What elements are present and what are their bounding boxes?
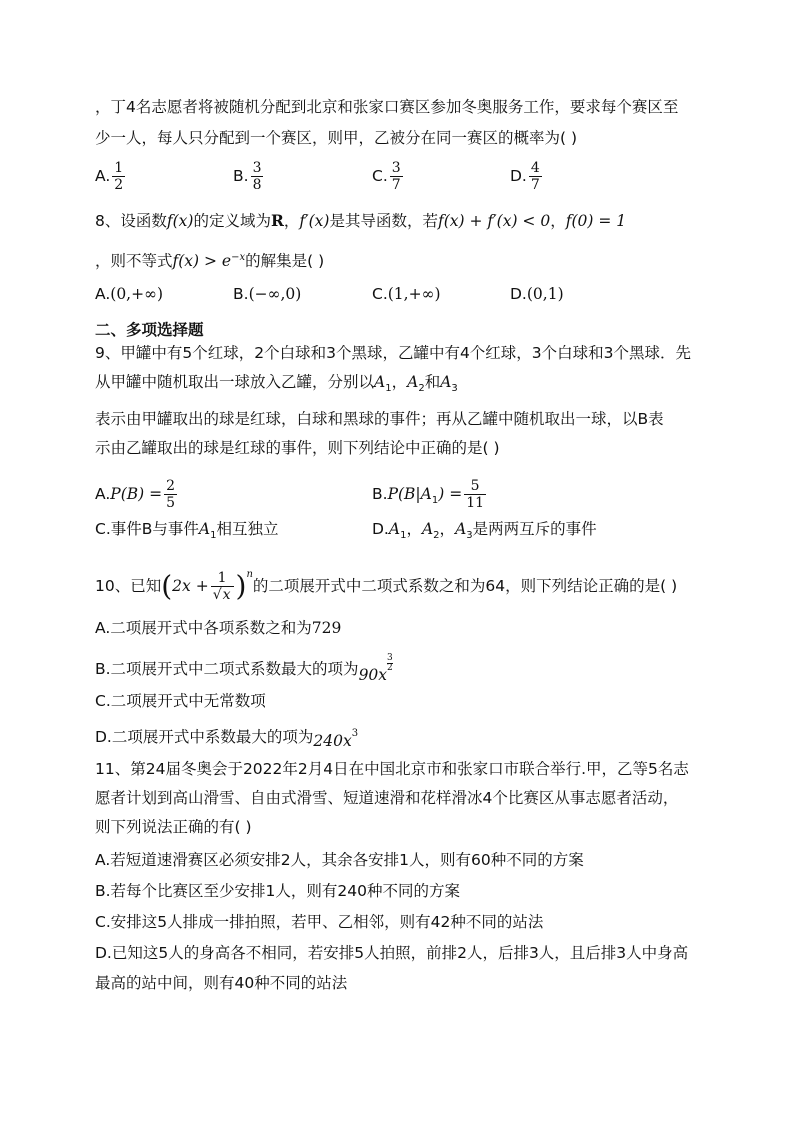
q9-option-c: C.事件B与事件$A_1$相互独立 [95,520,279,542]
q8-line1: 8、设函数f(x)的定义域为R，f′(x)是其导函数，若f(x) + f′(x) < 0，f(0) = 1 [95,211,627,230]
q11-line2: 愿者计划到高山滑雪、自由式滑雪、短道速滑和花样滑冰4个比赛区从事志愿者活动， [95,789,679,807]
q11-line1: 11、第24届冬奥会于2022年2月4日在中国北京市和张家口市联合举行.甲，乙等5名志 [95,760,689,778]
q9-option-a: A.P(B) = $\frac{2}{5}$ [95,478,176,511]
q8-option-b: B.(−∞,0) [233,285,302,303]
q11-option-c: C.安排这5人排成一排拍照，若甲、乙相邻，则有42种不同的站法 [95,913,544,931]
fraction: $\frac{3}{7}$ [391,160,401,193]
fraction: $\frac{5}{11}$ [466,478,485,511]
q9-option-d: $D.A_1$，$A_2$，$A_3$是两两互斥的事件 [372,520,597,542]
q9-line2: 从甲罐中随机取出一球放入乙罐，分别以$A_1$，$A_2$和$A_3$ [95,373,458,395]
q9-line1: 9、甲罐中有5个红球，2个白球和3个黑球，乙罐中有4个红球，3个白球和3个黑球．先 [95,344,692,362]
fraction: $\frac{4}{7}$ [530,160,540,193]
q7-option-d: D. $\frac{4}{7}$ [510,160,540,193]
q8-line2: ，则不等式$f(x) > e^{-x}$的解集是( ) [95,252,325,271]
q7-line1: ，丁4名志愿者将被随机分配到北京和张家口赛区参加冬奥服务工作，要求每个赛区至 [95,98,679,116]
q7-option-c: C. $\frac{3}{7}$ [372,160,401,193]
q9-option-b: $B.P(B|A_1)$ = $\frac{5}{11}$ [372,478,485,511]
q9-line3: 表示由甲罐取出的球是红球，白球和黑球的事件；再从乙罐中随机取出一球，以B表 [95,410,664,428]
q11-option-b: B.若每个比赛区至少安排1人，则有240种不同的方案 [95,882,461,900]
q10-line1: 10、已知(2x + $\frac{1}{√x}$ )$^n$的二项展开式中二项式系数之和为64，则下列结论正确的是( ) [95,569,678,603]
q9-line4: 示由乙罐取出的球是红球的事件，则下列结论中正确的是( ) [95,439,500,457]
fraction: $\frac{1}{2}$ [114,160,124,193]
q11-line3: 则下列说法正确的有( ) [95,818,252,836]
section-heading: 二、多项选择题 [95,321,204,339]
q11-option-d-line2: 最高的站中间，则有40种不同的站法 [95,974,348,992]
q11-option-a: A.若短道速滑赛区必须安排2人，其余各安排1人，则有60种不同的方案 [95,851,584,869]
q7-option-b: B. $\frac{3}{8}$ [233,160,262,193]
q8-option-c: C.(1,+∞) [372,285,441,303]
q7-line2: 少一人，每人只分配到一个赛区，则甲，乙被分在同一赛区的概率为( ) [95,129,578,147]
q10-option-d: D.二项展开式中系数最大的项为$240x^3$ [95,728,359,751]
q11-option-d-line1: D.已知这5人的身高各不相同，若安排5人拍照，前排2人，后排3人，且后排3人中身高 [95,944,689,962]
q8-option-a: A.(0,+∞) [95,285,164,303]
q10-option-b: B.二项展开式中二项式系数最大的项为90x $\frac{3}{2}$ [95,653,393,684]
fraction: $\frac{2}{5}$ [166,478,176,511]
fraction: $\frac{3}{8}$ [252,160,262,193]
q10-option-a: A.二项展开式中各项系数之和为729 [95,619,342,637]
fraction: $\frac{1}{√x}$ [211,570,234,603]
q10-option-c: C.二项展开式中无常数项 [95,692,266,710]
q8-option-d: D.(0,1) [510,285,564,303]
q7-option-a: A. $\frac{1}{2}$ [95,160,124,193]
